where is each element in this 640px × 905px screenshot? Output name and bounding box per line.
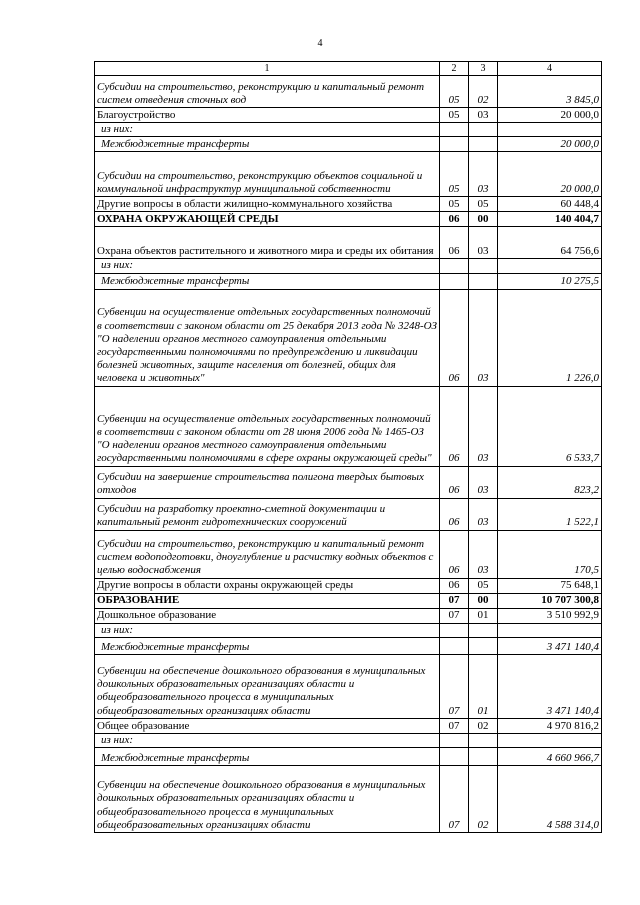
row-name: ОБРАЗОВАНИЕ — [95, 593, 440, 608]
row-subsection-code: 01 — [469, 608, 498, 623]
table-row — [95, 123, 602, 137]
table-row — [95, 137, 602, 152]
table-row — [95, 466, 602, 498]
table-row — [95, 227, 602, 259]
row-subsection-code: 03 — [469, 386, 498, 466]
row-name: Субвенции на обеспечение дошкольного образования в муниципальных дошкольных образовательных организациях области и общеобразовательного процесса в муниципальных общеобразовательных организациях области — [95, 766, 440, 833]
row-section-code: 06 — [440, 466, 469, 498]
row-amount: 3 471 140,4 — [498, 637, 602, 654]
row-amount: 823,2 — [498, 466, 602, 498]
row-subsection-code — [469, 623, 498, 637]
row-subsection-code: 00 — [469, 212, 498, 227]
table-row — [95, 718, 602, 733]
row-section-code: 06 — [440, 289, 469, 386]
row-name: Субсидии на разработку проектно-сметной документации и капитальный ремонт гидротехнических сооружений — [95, 498, 440, 530]
row-amount: 4 660 966,7 — [498, 748, 602, 766]
row-amount — [498, 623, 602, 637]
row-name: из них: — [95, 733, 440, 747]
row-subsection-code — [469, 273, 498, 289]
row-amount: 64 756,6 — [498, 227, 602, 259]
table-row — [95, 76, 602, 108]
row-name: Дошкольное образование — [95, 608, 440, 623]
table-row — [95, 197, 602, 212]
row-section-code: 06 — [440, 530, 469, 578]
page-number: 4 — [317, 38, 323, 49]
header-col-2: 2 — [440, 62, 469, 76]
row-section-code: 06 — [440, 212, 469, 227]
row-amount: 170,5 — [498, 530, 602, 578]
row-subsection-code: 03 — [469, 498, 498, 530]
row-name: из них: — [95, 123, 440, 137]
row-amount: 3 471 140,4 — [498, 654, 602, 718]
table-row — [95, 593, 602, 608]
row-amount — [498, 123, 602, 137]
row-name: Субсидии на строительство, реконструкцию и капитальный ремонт систем водоподготовки, дноуглубление и расчистку водных объектов с целью водоснабжения — [95, 530, 440, 578]
row-name: Другие вопросы в области охраны окружающей среды — [95, 578, 440, 593]
row-name: Субсидии на строительство, реконструкцию и капитальный ремонт систем отведения сточных вод — [95, 76, 440, 108]
row-name: Субвенции на осуществление отдельных государственных полномочий в соответствии с законом области от 28 июня 2006 года № 1465-ОЗ "О наделении органов местного самоуправления отдельными государственными полномочиями в сфере охраны окружающей среды" — [95, 386, 440, 466]
row-section-code: 05 — [440, 152, 469, 197]
row-name: ОХРАНА ОКРУЖАЮЩЕЙ СРЕДЫ — [95, 212, 440, 227]
row-amount: 1 226,0 — [498, 289, 602, 386]
row-amount: 10 275,5 — [498, 273, 602, 289]
row-subsection-code: 03 — [469, 152, 498, 197]
row-subsection-code — [469, 733, 498, 747]
header-col-3: 3 — [469, 62, 498, 76]
table-row — [95, 733, 602, 747]
table-row — [95, 637, 602, 654]
row-subsection-code: 05 — [469, 578, 498, 593]
table-row — [95, 623, 602, 637]
row-name: Благоустройство — [95, 108, 440, 123]
table-row — [95, 152, 602, 197]
row-subsection-code: 03 — [469, 289, 498, 386]
row-section-code — [440, 137, 469, 152]
row-subsection-code: 02 — [469, 76, 498, 108]
row-name: Межбюджетные трансферты — [95, 748, 440, 766]
table-row — [95, 498, 602, 530]
row-subsection-code: 05 — [469, 197, 498, 212]
row-amount: 4 588 314,0 — [498, 766, 602, 833]
row-amount: 3 845,0 — [498, 76, 602, 108]
row-section-code: 07 — [440, 654, 469, 718]
row-section-code: 06 — [440, 578, 469, 593]
header-col-4: 4 — [498, 62, 602, 76]
row-amount: 4 970 816,2 — [498, 718, 602, 733]
row-section-code: 07 — [440, 608, 469, 623]
row-section-code — [440, 123, 469, 137]
row-amount: 20 000,0 — [498, 137, 602, 152]
table-row — [95, 259, 602, 273]
row-name: Субсидии на строительство, реконструкцию объектов социальной и коммунальной инфраструктур муниципальной собственности — [95, 152, 440, 197]
row-section-code — [440, 733, 469, 747]
row-name: Межбюджетные трансферты — [95, 137, 440, 152]
table-row — [95, 108, 602, 123]
table-body — [95, 76, 602, 833]
row-section-code: 05 — [440, 197, 469, 212]
row-name: Межбюджетные трансферты — [95, 637, 440, 654]
table-row — [95, 654, 602, 718]
row-subsection-code — [469, 123, 498, 137]
table-row — [95, 578, 602, 593]
row-amount: 20 000,0 — [498, 152, 602, 197]
budget-table — [94, 61, 602, 833]
row-name: Субвенции на обеспечение дошкольного образования в муниципальных дошкольных образовательных организациях области и общеобразовательного процесса в муниципальных общеобразовательных организациях области — [95, 654, 440, 718]
table-row — [95, 212, 602, 227]
row-subsection-code: 03 — [469, 466, 498, 498]
row-section-code: 07 — [440, 766, 469, 833]
table-row — [95, 608, 602, 623]
row-amount: 75 648,1 — [498, 578, 602, 593]
table-row — [95, 386, 602, 466]
row-subsection-code: 03 — [469, 108, 498, 123]
row-section-code: 07 — [440, 593, 469, 608]
table-row — [95, 748, 602, 766]
row-subsection-code — [469, 137, 498, 152]
row-amount — [498, 259, 602, 273]
row-section-code — [440, 273, 469, 289]
row-name: Субвенции на осуществление отдельных государственных полномочий в соответствии с законом области от 25 декабря 2013 года № 3248-ОЗ "О наделении органов местного самоуправления отдельными государственными полномочиями по предупреждению и ликвидации болезней животных, защите населения от болезней, общих для человека и животных" — [95, 289, 440, 386]
table-row — [95, 289, 602, 386]
row-amount: 20 000,0 — [498, 108, 602, 123]
row-subsection-code: 02 — [469, 766, 498, 833]
row-subsection-code — [469, 259, 498, 273]
row-section-code: 05 — [440, 108, 469, 123]
row-name: Другие вопросы в области жилищно-коммунального хозяйства — [95, 197, 440, 212]
header-col-1: 1 — [95, 62, 440, 76]
row-section-code: 07 — [440, 718, 469, 733]
row-amount: 10 707 300,8 — [498, 593, 602, 608]
row-section-code — [440, 637, 469, 654]
row-name: Субсидии на завершение строительства полигона твердых бытовых отходов — [95, 466, 440, 498]
row-subsection-code: 03 — [469, 530, 498, 578]
row-name: Общее образование — [95, 718, 440, 733]
row-subsection-code — [469, 637, 498, 654]
row-section-code: 05 — [440, 76, 469, 108]
row-section-code — [440, 623, 469, 637]
row-section-code: 06 — [440, 498, 469, 530]
table-row — [95, 530, 602, 578]
row-amount: 140 404,7 — [498, 212, 602, 227]
row-amount — [498, 733, 602, 747]
row-section-code: 06 — [440, 227, 469, 259]
table-header-row — [95, 62, 602, 76]
row-section-code — [440, 259, 469, 273]
row-amount: 6 533,7 — [498, 386, 602, 466]
row-section-code: 06 — [440, 386, 469, 466]
row-subsection-code: 00 — [469, 593, 498, 608]
row-amount: 1 522,1 — [498, 498, 602, 530]
row-name: Охрана объектов растительного и животного мира и среды их обитания — [95, 227, 440, 259]
row-amount: 60 448,4 — [498, 197, 602, 212]
table-row — [95, 766, 602, 833]
table-row — [95, 273, 602, 289]
row-section-code — [440, 748, 469, 766]
row-name: из них: — [95, 623, 440, 637]
row-subsection-code: 01 — [469, 654, 498, 718]
row-subsection-code: 03 — [469, 227, 498, 259]
row-amount: 3 510 992,9 — [498, 608, 602, 623]
row-subsection-code: 02 — [469, 718, 498, 733]
row-name: Межбюджетные трансферты — [95, 273, 440, 289]
row-subsection-code — [469, 748, 498, 766]
row-name: из них: — [95, 259, 440, 273]
